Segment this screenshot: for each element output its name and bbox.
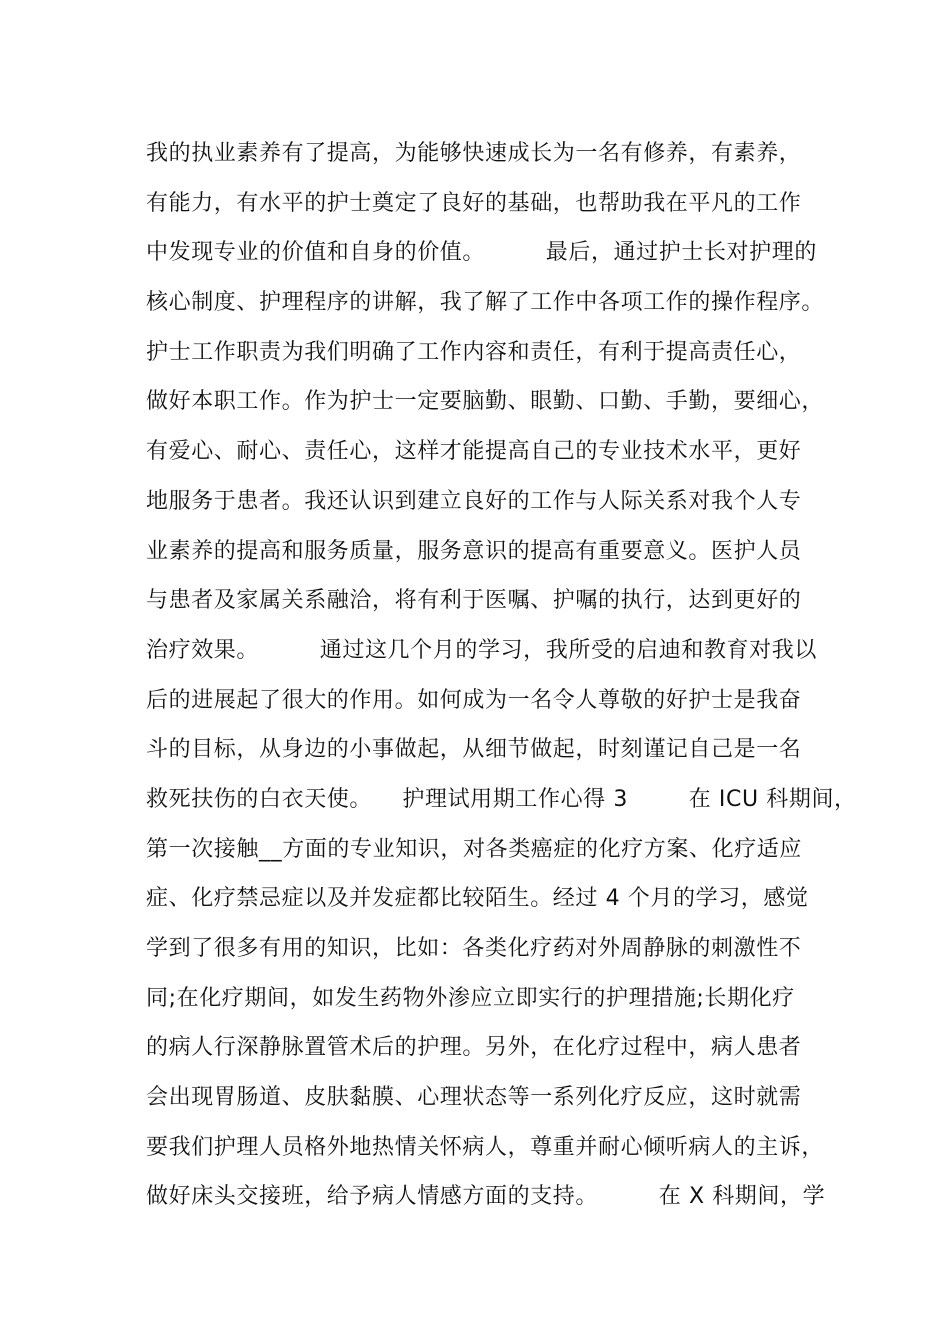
text-line: 做好本职工作。作为护士一定要脑勤、眼勤、口勤、手勤，要细心， [146, 389, 825, 415]
text-line: 有能力，有水平的护士奠定了良好的基础，也帮助我在平凡的工作 [146, 190, 802, 216]
text-line: 做好床头交接班，给予病人情感方面的支持。 在 X 科期间，学 [146, 1184, 826, 1210]
text-line: 后的进展起了很大的作用。如何成为一名令人尊敬的好护士是我奋 [146, 687, 802, 713]
text-line: 业素养的提高和服务质量，服务意识的提高有重要意义。医护人员 [146, 538, 802, 564]
text-line: 的病人行深静脉置管术后的护理。另外，在化疗过程中，病人患者 [146, 1035, 802, 1061]
text-line: 会出现胃肠道、皮肤黏膜、心理状态等一系列化疗反应，这时就需 [146, 1085, 802, 1111]
text-line: 斗的目标，从身边的小事做起，从细节做起，时刻谨记自己是一名 [146, 737, 802, 763]
text-line: 学到了很多有用的知识，比如：各类化疗药对外周静脉的刺激性不 [146, 936, 802, 961]
text-line: 中发现专业的价值和自身的价值。 最后，通过护士长对护理的 [146, 240, 817, 266]
text-line: 治疗效果。 通过这几个月的学习，我所受的启迪和教育对我以 [146, 637, 817, 663]
text-line: 与患者及家属关系融洽，将有利于医嘱、护嘱的执行，达到更好的 [146, 588, 802, 614]
text-line: 我的执业素养有了提高，为能够快速成长为一名有修养，有素养， [146, 141, 802, 166]
body-text [146, 129, 857, 1222]
text-line: 有爱心、耐心、责任心，这样才能提高自己的专业技术水平，更好 [146, 439, 802, 465]
text-line: 同;在化疗期间，如发生药物外渗应立即实行的护理措施;长期化疗 [146, 985, 795, 1011]
text-line: 地服务于患者。我还认识到建立良好的工作与人际关系对我个人专 [146, 488, 802, 514]
text-line: 核心制度、护理程序的讲解，我了解了工作中各项工作的操作程序。 [146, 290, 825, 316]
text-line: 症、化疗禁忌症以及并发症都比较陌生。经过 4 个月的学习，感觉 [146, 886, 809, 912]
text-line: 救死扶伤的白衣天使。 护理试用期工作心得 3 在 ICU 科期间， [146, 786, 857, 812]
text-line: 第一次接触__方面的专业知识，对各类癌症的化疗方案、化疗适应 [146, 836, 803, 862]
text-line: 护士工作职责为我们明确了工作内容和责任，有利于提高责任心， [146, 339, 802, 365]
text-line: 要我们护理人员格外地热情关怀病人，尊重并耐心倾听病人的主诉， [146, 1134, 825, 1160]
